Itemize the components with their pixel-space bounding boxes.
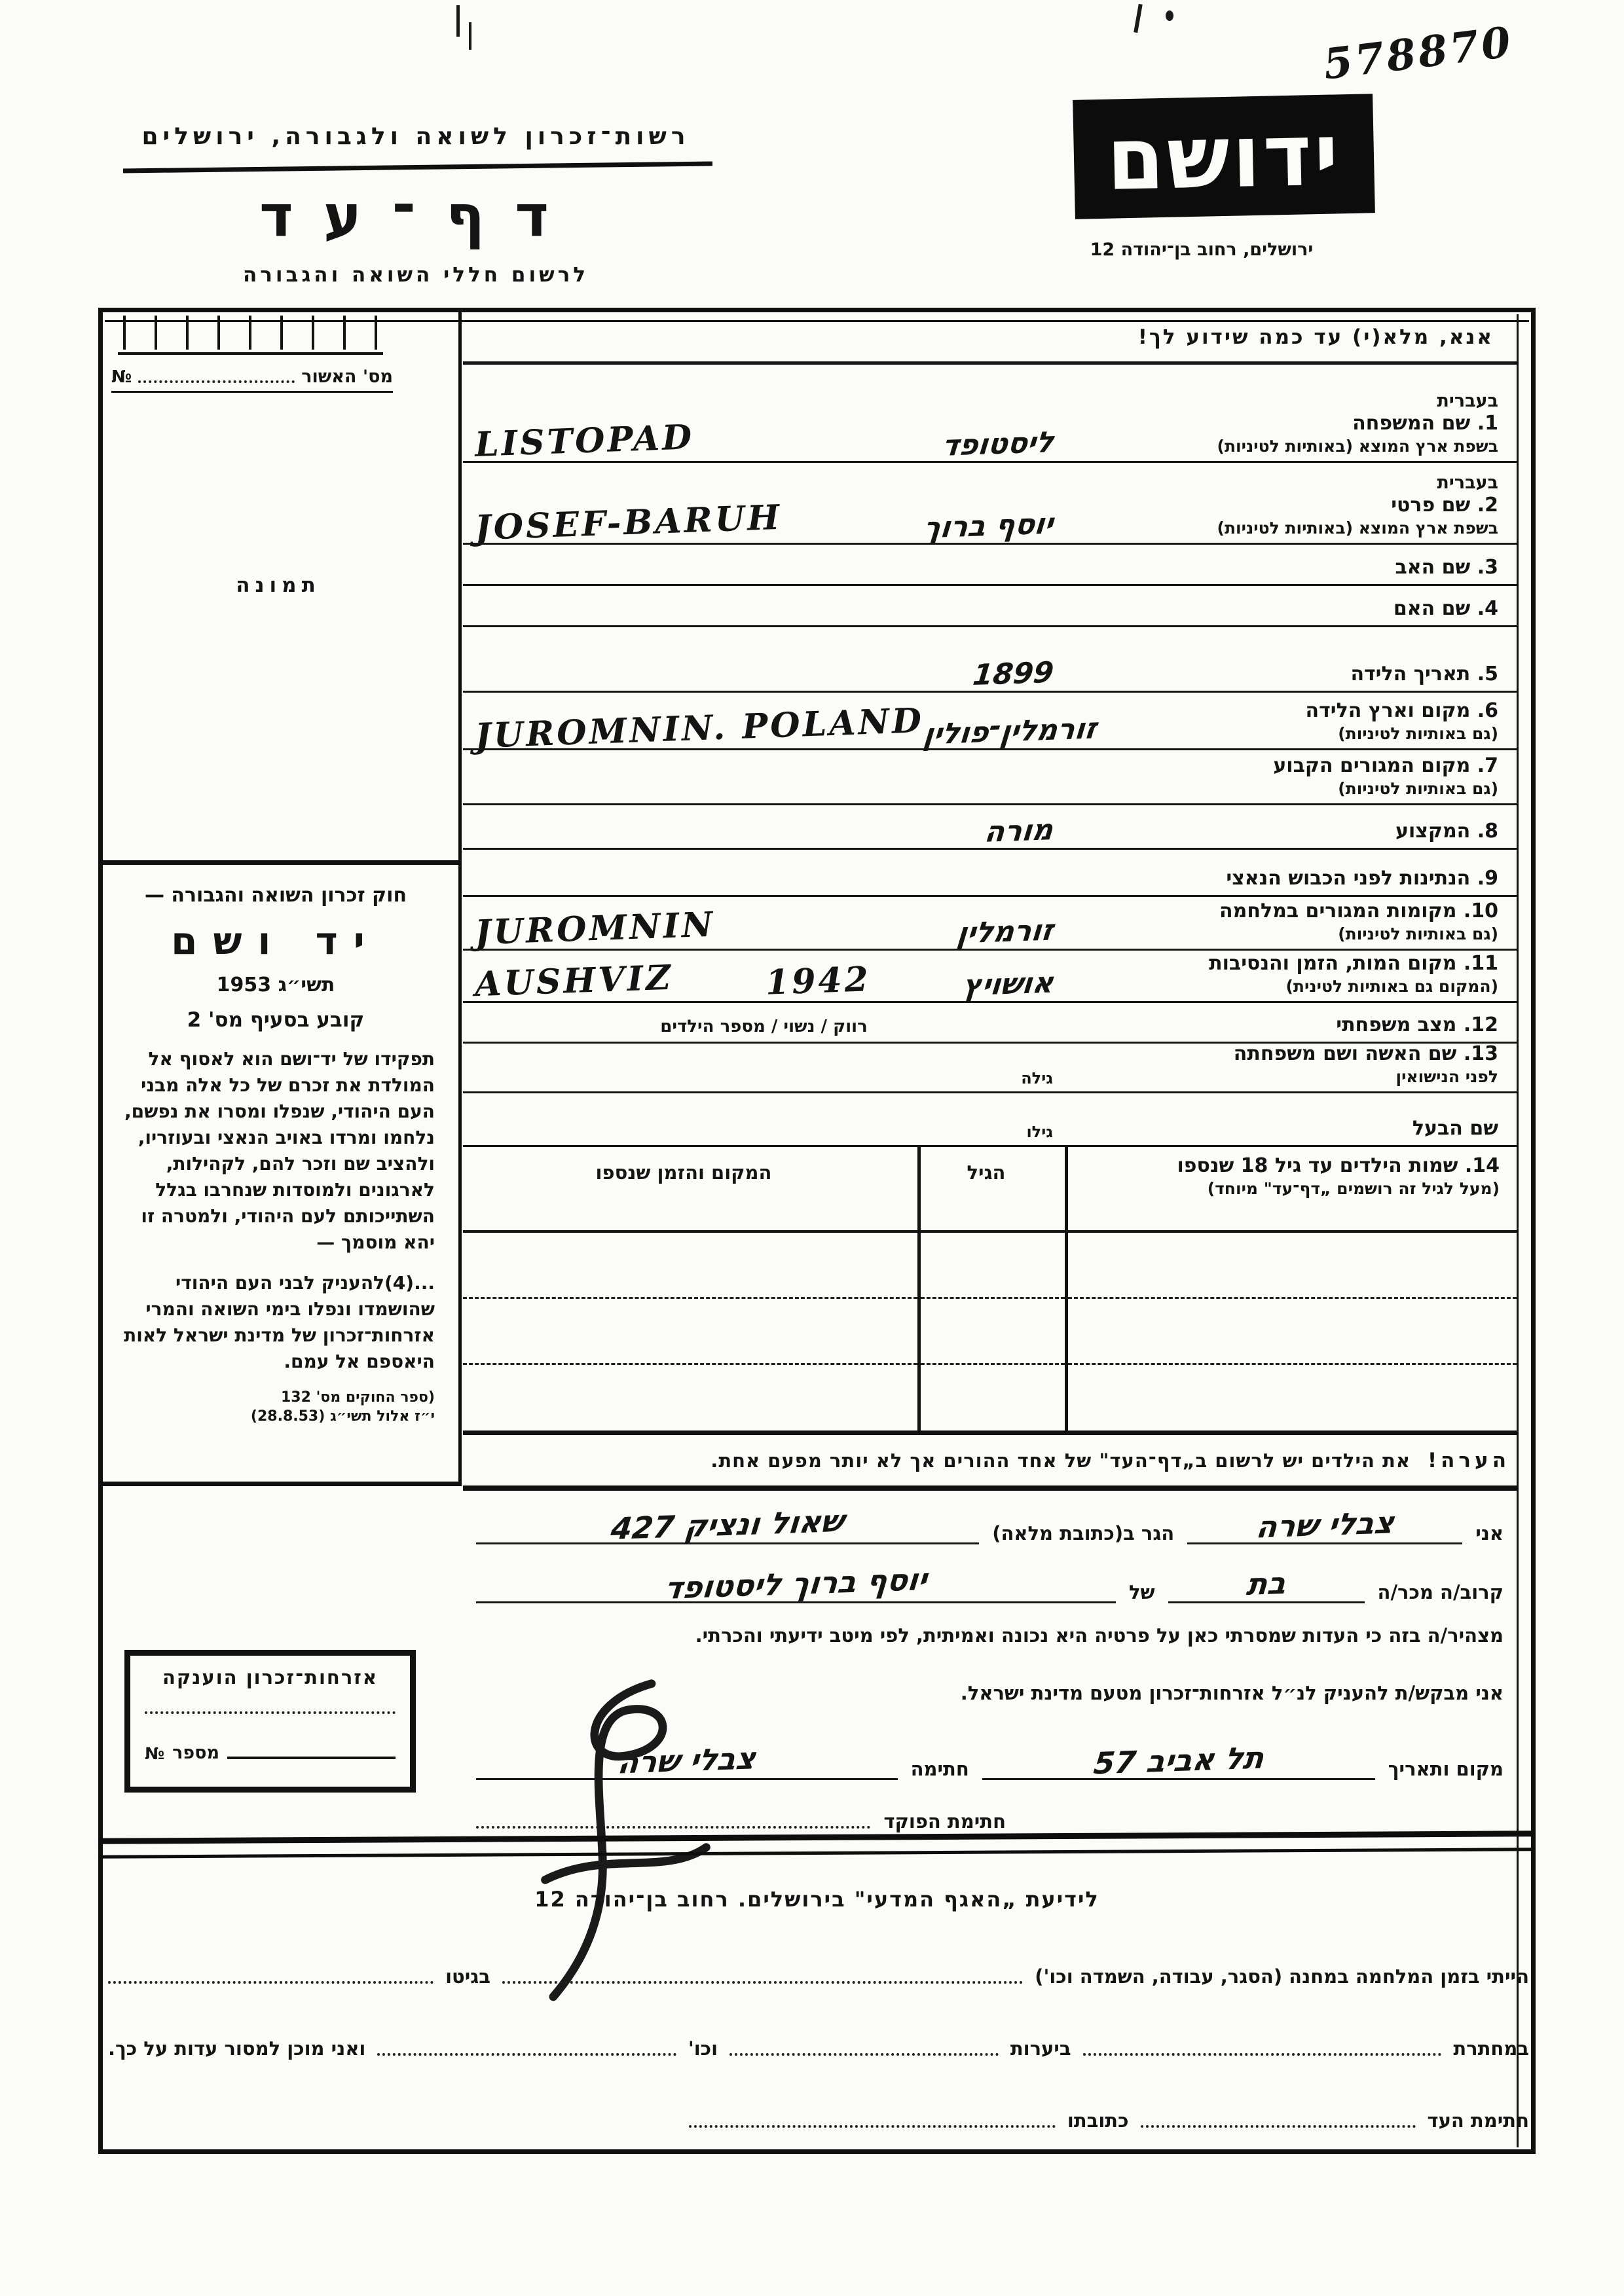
children-table [463,1147,1517,1435]
ruler-ticks [123,316,385,352]
handwriting-latin: JUROMNIN. POLAND [474,701,925,756]
note-row [463,1435,1517,1491]
field-subtitle: (המקום גם באותיות לטינית) [1285,977,1498,996]
header-rule [123,162,712,173]
field-title: 2. שם פרטי [1391,494,1498,517]
law-footnote: י״ז אלול תשי״ג (28.8.53) [250,1408,435,1425]
address-line: ירושלים, רחוב בן־יהודה 12 [1090,240,1314,260]
field-language-note: בעברית [1437,473,1498,493]
law-logo-text: יד ושם [171,919,380,963]
declarant-address-handwriting: שאול ונציק 427 [609,1503,846,1547]
approval-number-row [111,367,393,393]
ghetto-fill-line [108,1980,434,1984]
place-date-handwriting: תל אביב 57 [1092,1740,1266,1781]
children-names-column [1065,1147,1517,1430]
forests-label: ביערות [1010,2037,1071,2060]
children-field-label [1068,1147,1517,1233]
children-empty-row [921,1365,1065,1431]
law-text-block [117,884,435,1425]
handwriting-hebrew: ליסטופד [940,426,1056,463]
underground-row [108,2037,1529,2060]
field-subtitle: (גם באותיות לטיניות) [1338,779,1498,798]
statement-text: מצהיר/ה בזה כי העדות שמסרתי כאן על פרטיה היא נכונה ואמיתית, לפי מיטב ידיעתי והכרתי. [695,1624,1504,1647]
form-field-row [463,897,1517,951]
declarant-row [463,1491,1517,1550]
field-entry-line [463,693,1108,756]
field-entry-line [463,545,1065,584]
yad-vashem-logo [1073,94,1375,219]
underground-fill-line [1083,2052,1442,2056]
place-column-header: המקום והזמן שנספו [463,1147,917,1233]
relation-row [463,1550,1517,1609]
field-title: 6. מקום וארץ הלידה [1305,699,1498,722]
form-field-row [463,805,1517,850]
request-text: אני מבקש/ת להעניק לנ״ל אזרחות־זכרון מטעם מדינת ישראל. [960,1681,1504,1704]
age-sublabel: גילו [1026,1123,1053,1141]
camp-ghetto-row [108,1965,1529,1988]
testify-label: ואני מוכן למסור עדות על כך. [108,2037,366,2060]
handwriting-hebrew: זורמלין [955,913,1056,951]
children-empty-row [463,1365,917,1431]
signature-label: חתימה [910,1758,969,1780]
memorial-citizenship-box [124,1650,416,1793]
field-subtitle: בשפת ארץ המוצא (באותיות לטיניות) [1217,437,1498,456]
children-age-column [917,1147,1065,1430]
field-entry-line [463,805,1065,848]
handwriting-middle: 1942 [765,959,872,1003]
form-field-row [463,463,1517,549]
field-label-cell [1065,750,1517,803]
approval-number-label: מס' האשור [301,367,393,387]
field-label-cell [1065,586,1517,625]
field-entry-line [463,1093,1065,1145]
field-subtitle: (גם באותיות לטיניות) [1338,924,1498,943]
form-field-row [463,1044,1517,1093]
handwriting-hebrew: מורה [983,813,1055,849]
form-field-row [463,545,1517,586]
scan-artifact [456,5,460,37]
field-subtitle: (גם באותיות לטיניות) [1338,724,1498,743]
ghetto-label: בגיטו [445,1965,490,1988]
law-title: חוק זכרון השואה והגבורה — [144,884,407,907]
signature-handwriting: צבלי שרה [616,1740,758,1781]
field-language-note: בעברית [1437,391,1498,411]
handwriting-hebrew: יוסף ברוך [922,507,1056,545]
scan-artifact [1134,4,1143,33]
form-field-row [463,750,1517,805]
handwriting-latin: AUSHVIZ [474,957,674,1005]
field-title: 4. שם האם [1393,597,1498,620]
handwriting-hebrew: 1899 [970,655,1055,693]
witness-address-label: כתובתו [1067,2109,1129,2132]
field-entry-line [463,586,1065,625]
i-label: אני [1475,1522,1504,1544]
children-empty-row [921,1233,1065,1299]
age-column-header: הגיל [921,1147,1065,1233]
law-paragraph: ...(4)להעניק לבני העם היהודי שהושמדו ונפלו בימי השואה והמרי אזרחות־זכרון של מדינת ישראל לאות היאספם אל עמם. [124,1272,435,1372]
form-field-row [463,1093,1517,1147]
field-entry-line [463,750,1065,803]
camp-fill-line [502,1980,1023,1984]
note-text: את הילדים יש לרשום ב„דף־העד" של אחד ההורים אך לא יותר מפעם אחת. [710,1449,1411,1472]
sidebar-rule [103,860,460,865]
citizenship-dotted-line [145,1711,396,1714]
form-field-row [463,693,1517,756]
law-year: תשי״ג 1953 [216,974,335,996]
field-title: 7. מקום המגורים הקבוע [1273,754,1498,777]
handwriting-hebrew: זורמלין־פולין [921,712,1099,752]
statement-row [463,1609,1517,1667]
field-label-cell [1065,951,1517,1001]
clerk-signature-label: חתימת הפוקד [883,1810,1006,1832]
numero-symbol: № [111,367,132,387]
form-field-row [463,1003,1517,1044]
footer-notice: לידיעת „האגף המדעי" בירושלים. רחוב בן־יהודה 12 [534,1887,1099,1912]
scan-artifact [469,22,471,50]
field-title: 5. תאריך הלידה [1350,663,1498,685]
relation-handwriting: בת [1244,1565,1288,1603]
subject-name-handwriting: יוסף ברוך ליסטופד [663,1561,929,1606]
printed-options: רווק / נשוי / מספר הילדים [660,1017,868,1036]
field-title: 13. שם האשה ושם משפחתה [1233,1042,1498,1065]
form-field-row [463,850,1517,897]
declarant-name-line [1187,1504,1462,1545]
citizenship-number-line [227,1756,396,1759]
children-field-subtitle: (מעל לגיל זה רושמים „דף־עד" מיוחד) [1207,1179,1500,1198]
field-entry-line [463,951,1065,1005]
authority-title: רשות־זכרון לשואה ולגבורה, ירושלים [141,123,690,150]
fill-instruction: אנא, מלא(י) עד כמה שידוע לך! [463,312,1517,365]
witness-signature-line [1141,2124,1416,2128]
note-label: הערה! [1427,1448,1510,1472]
forests-fill-line [729,2052,999,2056]
place-date-line [982,1740,1375,1781]
photo-placeholder-label: תמונה [236,574,321,597]
declarant-address-line [476,1503,979,1547]
field-title: 9. הנתינות לפני הכבוש הנאצי [1226,867,1498,890]
children-empty-row [463,1233,917,1299]
children-empty-row [1068,1233,1517,1299]
children-place-column [463,1147,917,1430]
form-field-row [463,365,1517,463]
handwriting-latin: JUROMNIN [474,904,716,953]
witness-signature-row [108,2109,1529,2132]
fields-column [463,312,1517,1838]
children-empty-row [1068,1365,1517,1431]
field-rows [463,365,1517,1147]
form-title: דף־עד [259,182,579,249]
field-title: 8. המקצוע [1395,820,1498,843]
field-label-cell [1108,693,1517,748]
form-subtitle: לרשום חללי השואה והגבורה [242,263,589,287]
handwriting-latin: JOSEF-BARUH [474,497,783,549]
field-entry-line [463,627,1065,691]
field-label-cell [1065,627,1517,691]
form-field-row [463,627,1517,693]
relation-line [1168,1566,1365,1603]
handwritten-registry-number: 578870 [1320,17,1516,90]
camp-label: הייתי בזמן המלחמה במחנה (הסגר, עבודה, השמדה וכו') [1035,1965,1529,1988]
field-subtitle: בשפת ארץ המוצא (באותיות לטיניות) [1217,519,1498,538]
law-paragraph: תפקידו של יד־ושם הוא לאסוף אל המולדת את זכרם של כל אלה מבני העם היהודי, שנפלו ומסרו את נפשם, נלחמו ומרדו באויב הנאצי ובעוזריו, ולהציב שם וזכר להם, לקהילות, לארגונים ולמוסדות שנחרבו בגלל השתייכותם לעם היהודי, ולמטרה זו יהא מוסמך — [124,1048,435,1253]
form-field-row [463,951,1517,1003]
handwriting-hebrew: אושויץ [961,966,1055,1003]
citizenship-title: אזרחות־זכרון הוענקה [162,1666,378,1688]
field-label-cell [1065,805,1517,848]
field-subtitle: לפני הנישואין [1395,1067,1498,1086]
field-entry-line [463,1003,1065,1042]
law-section: קובע בסעיף מס' 2 [187,1008,365,1032]
approval-dotted-line [138,380,295,383]
field-title: שם הבעל [1412,1117,1498,1140]
law-footnote: (ספר החוקים מס' 132 [280,1389,435,1406]
field-label-cell [1065,545,1517,584]
field-title: 1. שם המשפחה [1352,412,1498,435]
etc-fill-line [377,2052,676,2056]
children-empty-row [1068,1299,1517,1365]
field-title: 10. מקומות המגורים במלחמה [1219,900,1498,922]
field-label-cell [1065,463,1517,543]
scan-artifact [1166,10,1173,21]
ruler-baseline [118,352,383,355]
field-entry-line [463,897,1065,953]
field-label-cell [1065,1093,1517,1145]
citizenship-number-label: מספר [172,1743,219,1763]
witness-address-line [689,2124,1056,2128]
field-title: 3. שם האב [1395,556,1498,579]
field-title: 11. מקום המות, הזמן והנסיבות [1209,952,1498,975]
place-date-label: מקום ותאריך [1388,1758,1504,1780]
field-entry-line [463,365,1065,465]
relation-label: קרוב/ה מכר/ה [1377,1581,1504,1603]
children-field-title: 14. שמות הילדים עד גיל 18 שנספו [1177,1154,1500,1177]
field-entry-line [463,1044,1065,1091]
frame-inner-line [1517,314,1519,2147]
field-label-cell [1065,850,1517,895]
field-entry-line [463,463,1065,549]
age-sublabel: גילה [1021,1069,1053,1087]
form-field-row [463,586,1517,627]
field-label-cell [1065,1003,1517,1042]
etc-label: וכו' [688,2037,718,2060]
field-title: 12. מצב משפחתי [1336,1013,1498,1036]
handwriting-latin: LISTOPAD [474,417,695,465]
column-divider [458,312,462,1486]
underground-label: במחתרת [1453,2037,1529,2060]
witness-signature-label: חתימת העד [1427,2109,1529,2132]
field-entry-line [463,850,1065,895]
field-label-cell [1065,1044,1517,1091]
resident-label: הגר ב(כתובת מלאה) [992,1522,1175,1544]
declarant-name-handwriting: צבלי שרה [1254,1504,1396,1545]
children-empty-row [463,1299,917,1365]
field-label-cell [1065,365,1517,461]
numero-symbol: № [145,1744,165,1763]
of-label: של [1129,1581,1155,1603]
sidebar-rule [103,1482,460,1486]
children-empty-row [921,1299,1065,1365]
subject-name-line [476,1561,1116,1606]
field-label-cell [1065,897,1517,949]
logo-text: ידושם [1105,103,1342,210]
